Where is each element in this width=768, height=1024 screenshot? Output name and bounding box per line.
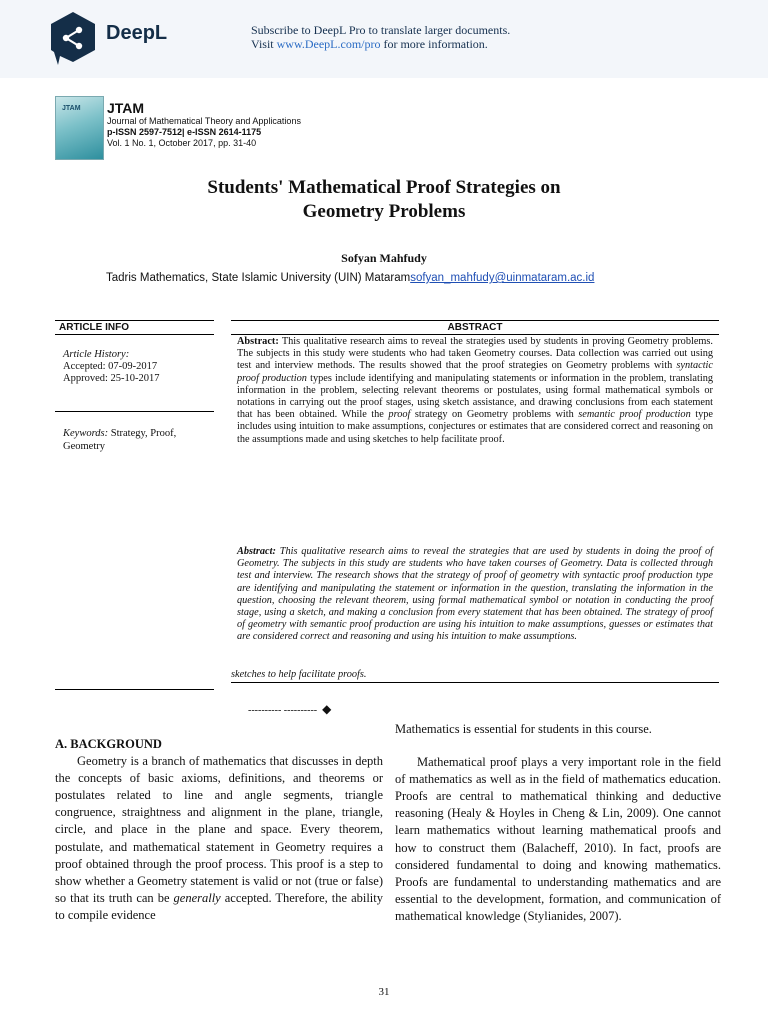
diamond-icon: ◆ <box>322 702 332 716</box>
journal-issn: p-ISSN 2597-7512| e-ISSN 2614-1175 <box>107 127 262 137</box>
abstract-english-text: This qualitative research aims to reveal the strategies that are used by students in doing the proof of Geometry. The subjects in this study are students who have taken courses of Geometry. Data is collected through test and interview. The research shows that the strategy of proof of geometry with syntactic proof production type are identifying and manipulating the statement or information in the question, translating the information in the question, choosing the relevant theorem, using formal mathematical symbol or notation in conducting the proof stage, using a sketch, and making a conclusion from every statement that has been obtained. The strategy of proof of geometry with semantic proof production are using his intuition to make assumptions, guesses or estimates that are considered correct and reasoning and using his intuition to make assumptions. <box>237 546 713 643</box>
abstract-translated <box>237 336 713 446</box>
abstract-header: ABSTRACT <box>231 320 719 335</box>
abstract-label: Abstract: <box>237 336 279 347</box>
abstract-emphasis: semantic proof production <box>578 409 691 421</box>
paper-title <box>60 176 708 224</box>
deepl-logo-icon[interactable] <box>48 10 98 66</box>
keywords-label: Keywords: <box>63 428 109 439</box>
promo-prefix: Visit <box>251 37 277 51</box>
title-line-2: Geometry Problems <box>302 201 466 222</box>
abstract-label: Abstract: <box>237 546 276 557</box>
page-number: 31 <box>378 986 390 998</box>
author-name: Sofyan Mahfudy <box>341 251 427 265</box>
abstract-english <box>237 546 713 644</box>
journal-full-name: Journal of Mathematical Theory and Applications <box>107 116 301 126</box>
paragraph-emphasis: generally <box>173 890 221 905</box>
affiliation-text: Tadris Mathematics, State Islamic University (UIN) Mataram <box>106 272 411 284</box>
deepl-promo <box>251 23 510 51</box>
body-paragraph: Mathematical proof plays a very important role in the field of mathematics as well as in the field of mathematics education. Proofs are central to mathematical thinking and deductive reasoning (Healy & Hoyles in Cheng & Lin, 2009). One cannot learn mathematics without learning mathematical proofs and how to construct them (Balacheff, 2010). In fact, proofs are considered fundamental to doing and knowing mathematics. Proofs are fundamental to understanding mathematics and are essential to the development, formation, and communication of mathematical knowledge (Stylianides, 2007). <box>395 755 721 923</box>
promo-line-1: Subscribe to DeepL Pro to translate larger documents. <box>251 23 511 37</box>
abstract-part: types include identifying and manipulating statements or information in the problem, translating information in the problem, selecting relevant theorems or postulates, using formal mathematical symbols or notations in carrying out the proof stages, using sketch assistance, and drawing conclusions from each statement that has been obtained. While the <box>237 372 713 421</box>
section-separator <box>248 702 331 717</box>
divider <box>55 689 214 690</box>
promo-suffix: for more information. <box>380 37 488 51</box>
paragraph-text: Geometry is a branch of mathematics that discusses in depth the concepts of basic axioms, definitions, and theorems or postulates related to line and angle segments, triangle congruence, straightness and alignment in the plane, triangle, circle, and place in the plane and space. Every theorem, postulate, and mathematical statement in Geometry requires a proof obtained through the proof process. This proof is a step to show whether a Geometry statement is valid or not (true or false) so that its truth can be <box>55 754 383 905</box>
promo-line-2 <box>251 37 510 51</box>
accepted-date: Accepted: 07-09-2017 <box>63 361 158 372</box>
author-email-link[interactable]: sofyan_mahfudy@uinmataram.ac.id <box>410 272 595 284</box>
divider <box>231 682 719 683</box>
separator-dashes: ---------- ---------- <box>248 705 318 716</box>
deepl-banner <box>0 0 768 78</box>
abstract-emphasis: syntactic proof production <box>237 360 713 384</box>
approved-date: Approved: 25-10-2017 <box>63 373 160 384</box>
keywords-text: Strategy, Proof, Geometry <box>63 428 177 452</box>
abstract-tail: sketches to help facilitate proofs. <box>231 669 367 680</box>
deepl-pro-link[interactable]: www.DeepL.com/pro <box>276 37 381 51</box>
section-heading: A. BACKGROUND <box>55 737 162 751</box>
journal-info <box>107 100 301 149</box>
article-history <box>63 349 160 385</box>
deepl-brand[interactable]: DeepL <box>106 22 168 44</box>
paragraph-text: accepted. Therefore, the ability to compile evidence <box>55 890 384 922</box>
journal-volume: Vol. 1 No. 1, October 2017, pp. 31-40 <box>107 138 257 148</box>
body-paragraph <box>55 753 383 924</box>
keywords <box>63 428 213 453</box>
abstract-part: strategy on Geometry problems with <box>410 409 579 421</box>
cover-text: JTAM <box>62 105 81 112</box>
journal-cover-image <box>55 96 104 160</box>
divider <box>55 411 214 412</box>
affiliation <box>106 272 594 284</box>
abstract-emphasis: proof <box>388 409 411 421</box>
abstract-part: This qualitative research aims to reveal the strategies used by students in proving Geometry problems. The subjects in this study were students who had taken Geometry courses. Data collection was carried out using test and interview methods. The results showed that the proof strategies on Geometry problems with <box>237 336 713 372</box>
journal-name: JTAM <box>107 100 145 116</box>
abstract-part: type includes using intuition to make assumptions, conjectures or estimates that are considered correct and reasoning on the assumptions made and using sketches to help facilitate proof. <box>237 409 713 445</box>
title-line-1: Students' Mathematical Proof Strategies on <box>207 177 561 198</box>
body-left-column <box>55 736 383 924</box>
history-label: Article History: <box>63 349 130 360</box>
body-line: Mathematics is essential for students in this course. <box>395 722 652 736</box>
body-right-column <box>395 721 721 925</box>
article-info-header: ARTICLE INFO <box>55 320 214 335</box>
